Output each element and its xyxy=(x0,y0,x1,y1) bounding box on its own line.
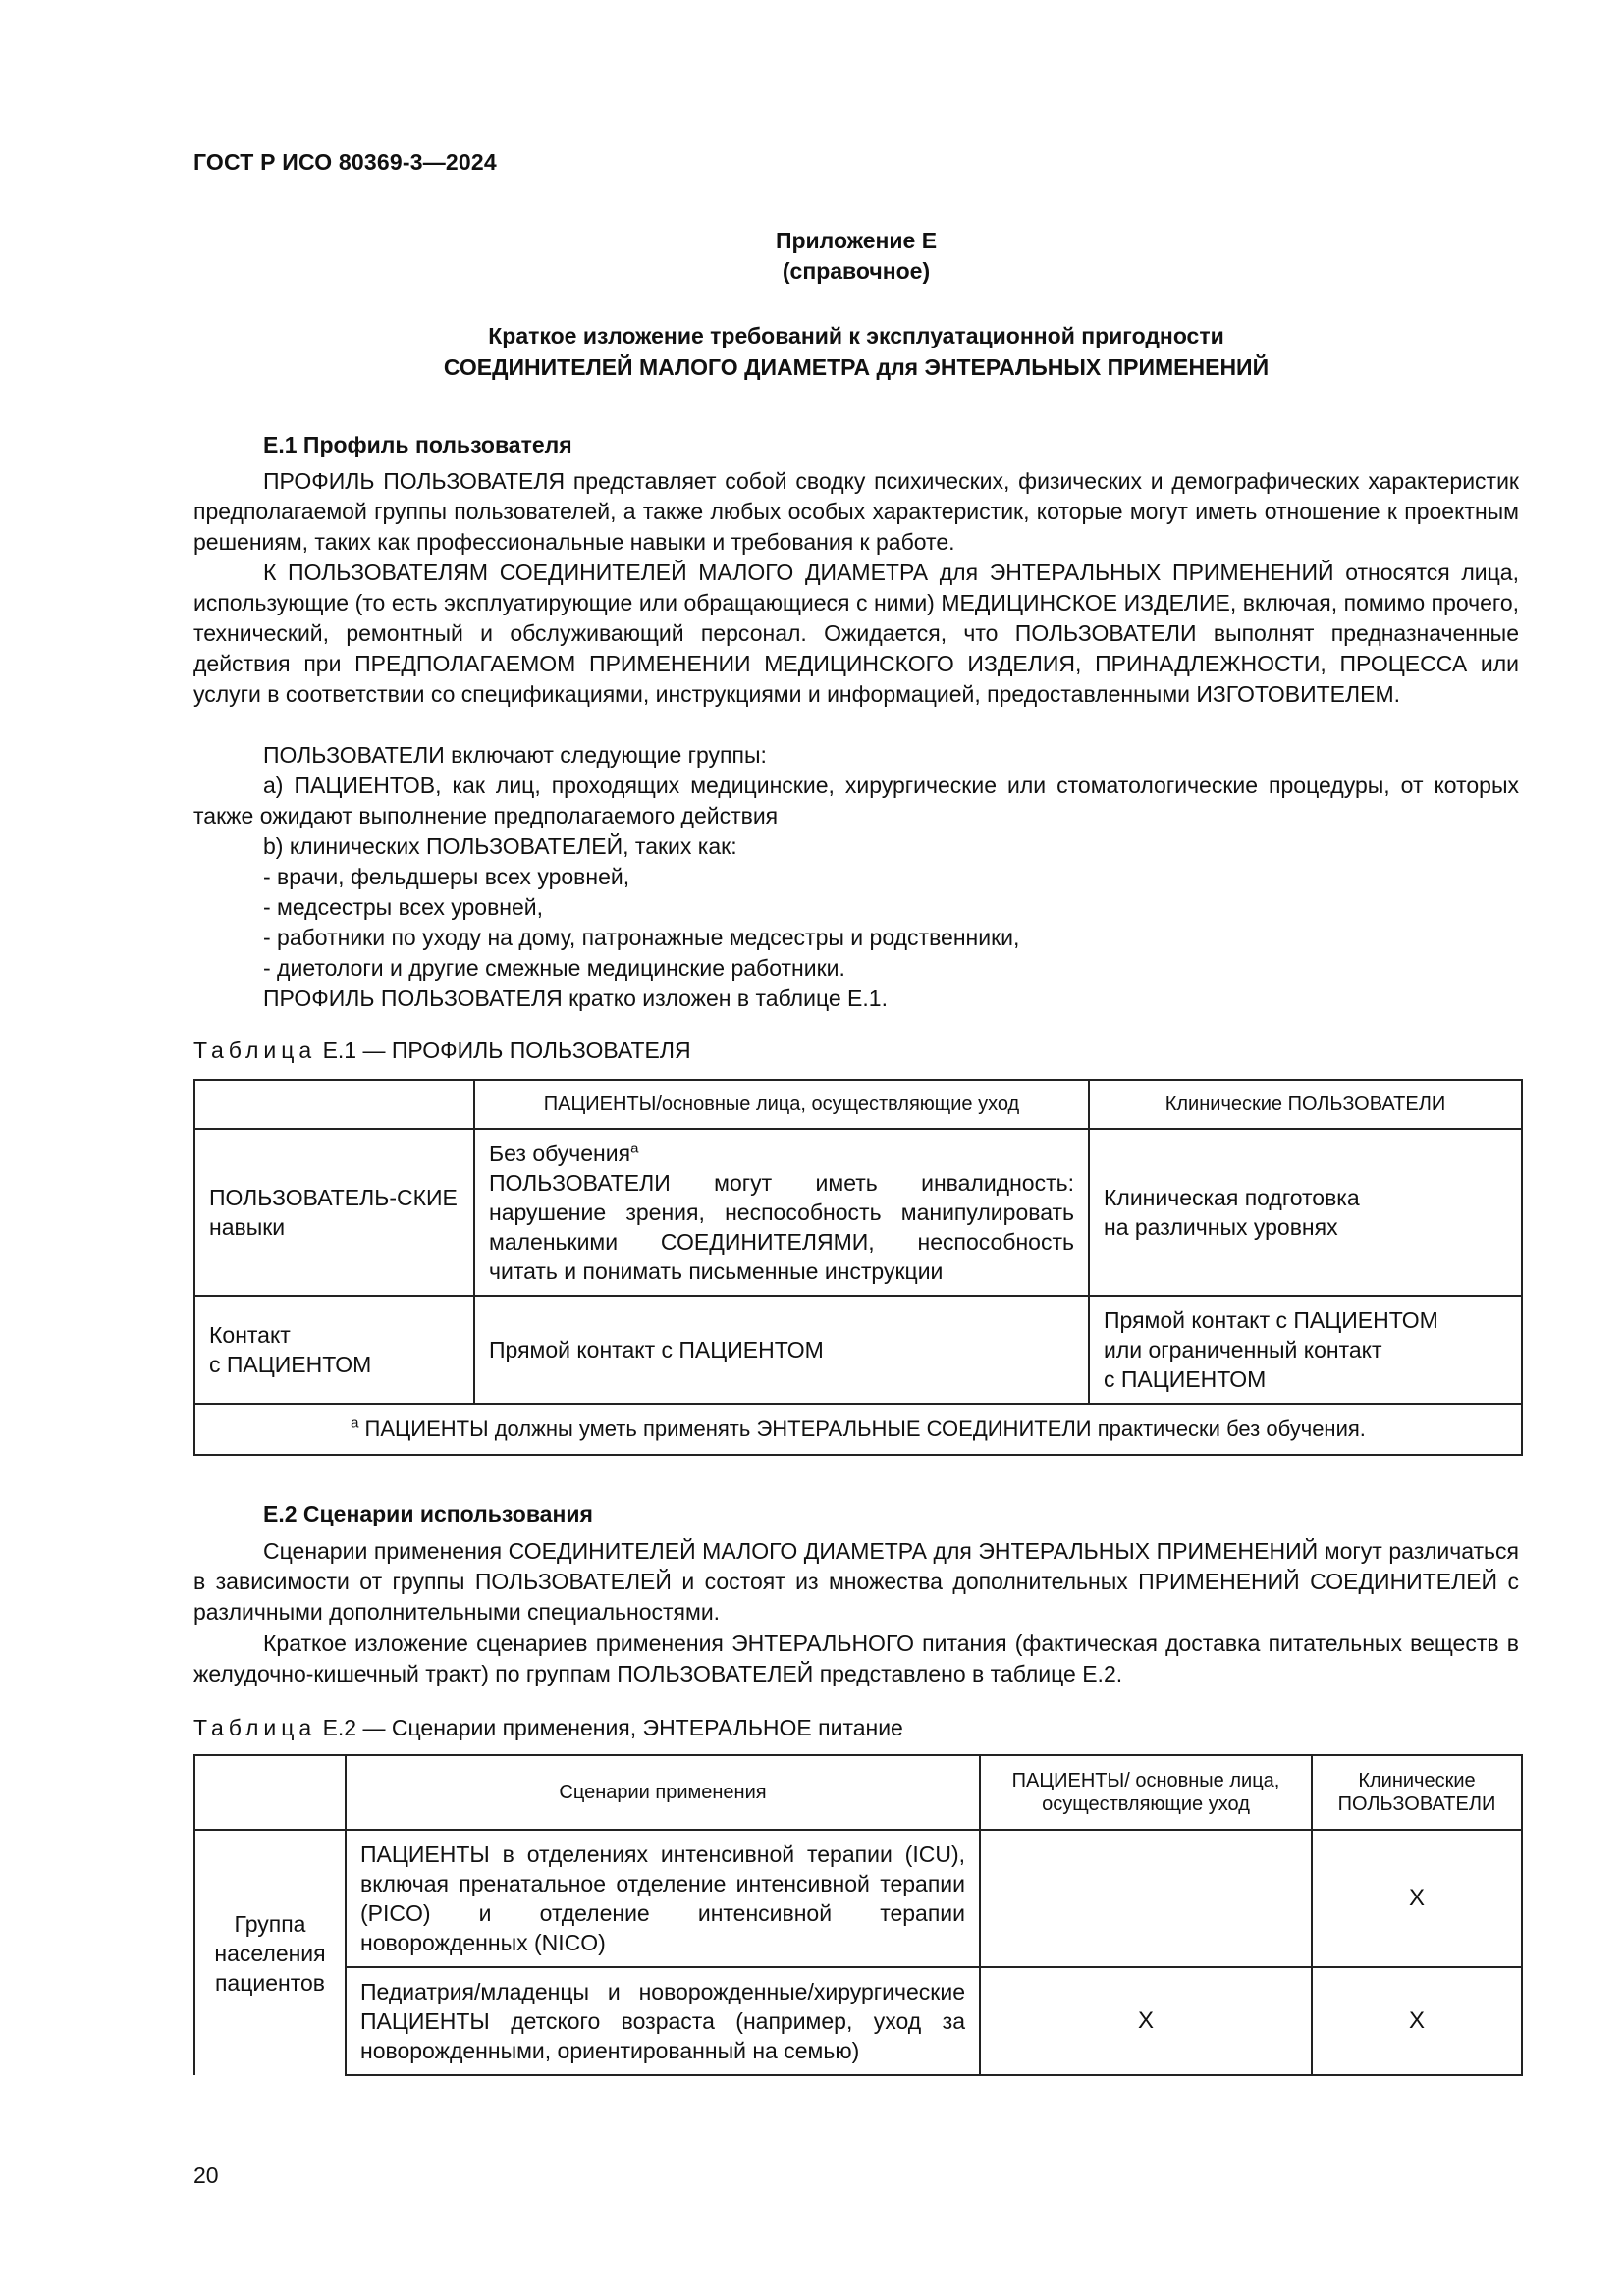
table-header-row xyxy=(194,1080,1522,1129)
list-item-b: b) клинических ПОЛЬЗОВАТЕЛЕЙ, таких как: xyxy=(263,833,737,859)
list-subitem: - медсестры всех уровней, xyxy=(263,894,544,920)
cell-scenario: ПАЦИЕНТЫ в отделениях интенсивной терапии (ICU), включая пренатальное отделение интенсивной терапии (PICO) и отделение интенсивной терапии новорожденных (NICO) xyxy=(346,1830,980,1967)
table-row xyxy=(194,1830,1522,1967)
e1-paragraph-3: ПОЛЬЗОВАТЕЛИ включают следующие группы: xyxy=(263,742,767,768)
e1-paragraph-4: ПРОФИЛЬ ПОЛЬЗОВАТЕЛЯ кратко изложен в таблице E.1. xyxy=(263,986,888,1011)
appendix-heading-line1: Краткое изложение требований к эксплуатационной пригодности xyxy=(488,323,1224,348)
table-header-row xyxy=(194,1755,1522,1830)
column-header-patients: ПАЦИЕНТЫ/ основные лица, осуществляющие уход xyxy=(980,1755,1312,1830)
table-row xyxy=(194,1967,1522,2075)
cell-text: ПОЛЬЗОВАТЕЛИ могут иметь инвалидность: нарушение зрения, неспособность манипулировать маленькими СОЕДИНИТЕЛЯМИ, неспособность читать и понимать письменные инструкции xyxy=(489,1170,1074,1284)
list-subitem: - работники по уходу на дому, патронажные медсестры и родственники, xyxy=(263,925,1020,950)
cell-patients-mark: X xyxy=(980,1967,1312,2075)
caption-label: Таблица xyxy=(193,1715,317,1740)
page-number: 20 xyxy=(193,2163,219,2188)
table-footnote-row xyxy=(194,1404,1522,1455)
column-header-scenarios: Сценарии применения xyxy=(346,1755,980,1830)
table-cell-empty xyxy=(194,1755,346,1830)
appendix-status: (справочное) xyxy=(782,258,931,284)
cell-patients-mark xyxy=(980,1830,1312,1967)
list-subitem: - диетологи и другие смежные медицинские работники. xyxy=(263,955,845,981)
table-usage-scenarios xyxy=(193,1754,1523,2076)
table-cell-empty xyxy=(194,1080,474,1129)
list-item-a: a) ПАЦИЕНТОВ, как лиц, проходящих медицинские, хирургические или стоматологические процедуры, от которых также ожидают выполнение предполагаемого действия xyxy=(193,773,1519,828)
appendix-title: Приложение E xyxy=(775,228,938,253)
e2-paragraph-1: Сценарии применения СОЕДИНИТЕЛЕЙ МАЛОГО ДИАМЕТРА для ЭНТЕРАЛЬНЫХ ПРИМЕНЕНИЙ могут различаться в зависимости от группы ПОЛЬЗОВАТЕЛЕЙ и состоят из множества дополнительных ПРИМЕНЕНИЙ СОЕДИНИТЕЛЕЙ с различными дополнительными специальностями. xyxy=(193,1538,1519,1625)
section-heading-e1: E.1 Профиль пользователя xyxy=(263,432,572,457)
cell-clinical-mark: X xyxy=(1312,1830,1522,1967)
table-user-profile xyxy=(193,1079,1523,1456)
cell-scenario: Педиатрия/младенцы и новорожденные/хирургические ПАЦИЕНТЫ детского возраста (например, уход за новорожденными, ориентированный на семью) xyxy=(346,1967,980,2075)
column-header-patients: ПАЦИЕНТЫ/основные лица, осуществляющие уход xyxy=(474,1080,1089,1129)
cell-clinical-mark: X xyxy=(1312,1967,1522,2075)
table-footnote: $^a$ ПАЦИЕНТЫ должны уметь применять ЭНТЕРАЛЬНЫЕ СОЕДИНИТЕЛИ практически без обучения. xyxy=(194,1404,1522,1455)
column-header-clinical: Клинические ПОЛЬЗОВАТЕЛИ xyxy=(1312,1755,1522,1830)
e2-paragraph-2: Краткое изложение сценариев применения ЭНТЕРАЛЬНОГО питания (фактическая доставка питательных веществ в желудочно-кишечный тракт) по группам ПОЛЬЗОВАТЕЛЕЙ представлено в таблице E.2. xyxy=(193,1630,1519,1686)
column-header-clinical: Клинические ПОЛЬЗОВАТЕЛИ xyxy=(1089,1080,1522,1129)
caption-label: Таблица xyxy=(193,1038,317,1063)
document-header: ГОСТ Р ИСО 80369-3—2024 xyxy=(193,149,497,175)
row-label-contact: Контакт с ПАЦИЕНТОМ xyxy=(194,1296,474,1404)
footnote-mark: a xyxy=(351,1415,359,1432)
appendix-heading-line2: СОЕДИНИТЕЛЕЙ МАЛОГО ДИАМЕТРА для ЭНТЕРАЛЬНЫХ ПРИМЕНЕНИЙ xyxy=(443,354,1270,380)
row-group-label: Группа населения пациентов xyxy=(194,1830,346,2075)
e1-paragraph-1: ПРОФИЛЬ ПОЛЬЗОВАТЕЛЯ представляет собой сводку психических, физических и демографических характеристик предполагаемой группы пользователей, а также любых особых характеристик, которые могут иметь отношение к проектным решениям, таких как профессиональные навыки и требования к работе. xyxy=(193,468,1519,555)
cell-contact-patients: Прямой контакт с ПАЦИЕНТОМ xyxy=(474,1296,1089,1404)
cell-title: Без обучения xyxy=(489,1141,631,1166)
cell-contact-clinical: Прямой контакт с ПАЦИЕНТОМ или ограниченный контакт с ПАЦИЕНТОМ xyxy=(1089,1296,1522,1404)
section-heading-e2: E.2 Сценарии использования xyxy=(263,1501,593,1526)
table-row xyxy=(194,1296,1522,1404)
cell-skills-patients xyxy=(474,1129,1089,1296)
caption-text: E.2 — Сценарии применения, ЭНТЕРАЛЬНОЕ питание xyxy=(316,1715,903,1740)
row-label-skills: ПОЛЬЗОВАТЕЛЬ-СКИЕ навыки xyxy=(194,1129,474,1296)
list-subitem: - врачи, фельдшеры всех уровней, xyxy=(263,864,630,889)
table2-caption xyxy=(193,1715,903,1741)
caption-text: E.1 — ПРОФИЛЬ ПОЛЬЗОВАТЕЛЯ xyxy=(316,1038,691,1063)
table1-caption xyxy=(193,1038,691,1064)
cell-skills-clinical: Клиническая подготовка на различных уровнях xyxy=(1089,1129,1522,1296)
e1-paragraph-2: К ПОЛЬЗОВАТЕЛЯМ СОЕДИНИТЕЛЕЙ МАЛОГО ДИАМЕТРА для ЭНТЕРАЛЬНЫХ ПРИМЕНЕНИЙ относятся лица, использующие (то есть эксплуатирующие или обращающиеся с ними) МЕДИЦИНСКОЕ ИЗДЕЛИЕ, включая, помимо прочего, технический, ремонтный и обслуживающий персонал. Ожидается, что ПОЛЬЗОВАТЕЛИ выполнят предназначенные действия при ПРЕДПОЛАГАЕМОМ ПРИМЕНЕНИИ МЕДИЦИНСКОГО ИЗДЕЛИЯ, ПРИНАДЛЕЖНОСТИ, ПРОЦЕССА или услуги в соответствии со спецификациями, инструкциями и информацией, предоставленными ИЗГОТОВИТЕЛЕМ. xyxy=(193,560,1519,707)
table-row xyxy=(194,1129,1522,1296)
footnote-mark: a xyxy=(630,1140,639,1157)
